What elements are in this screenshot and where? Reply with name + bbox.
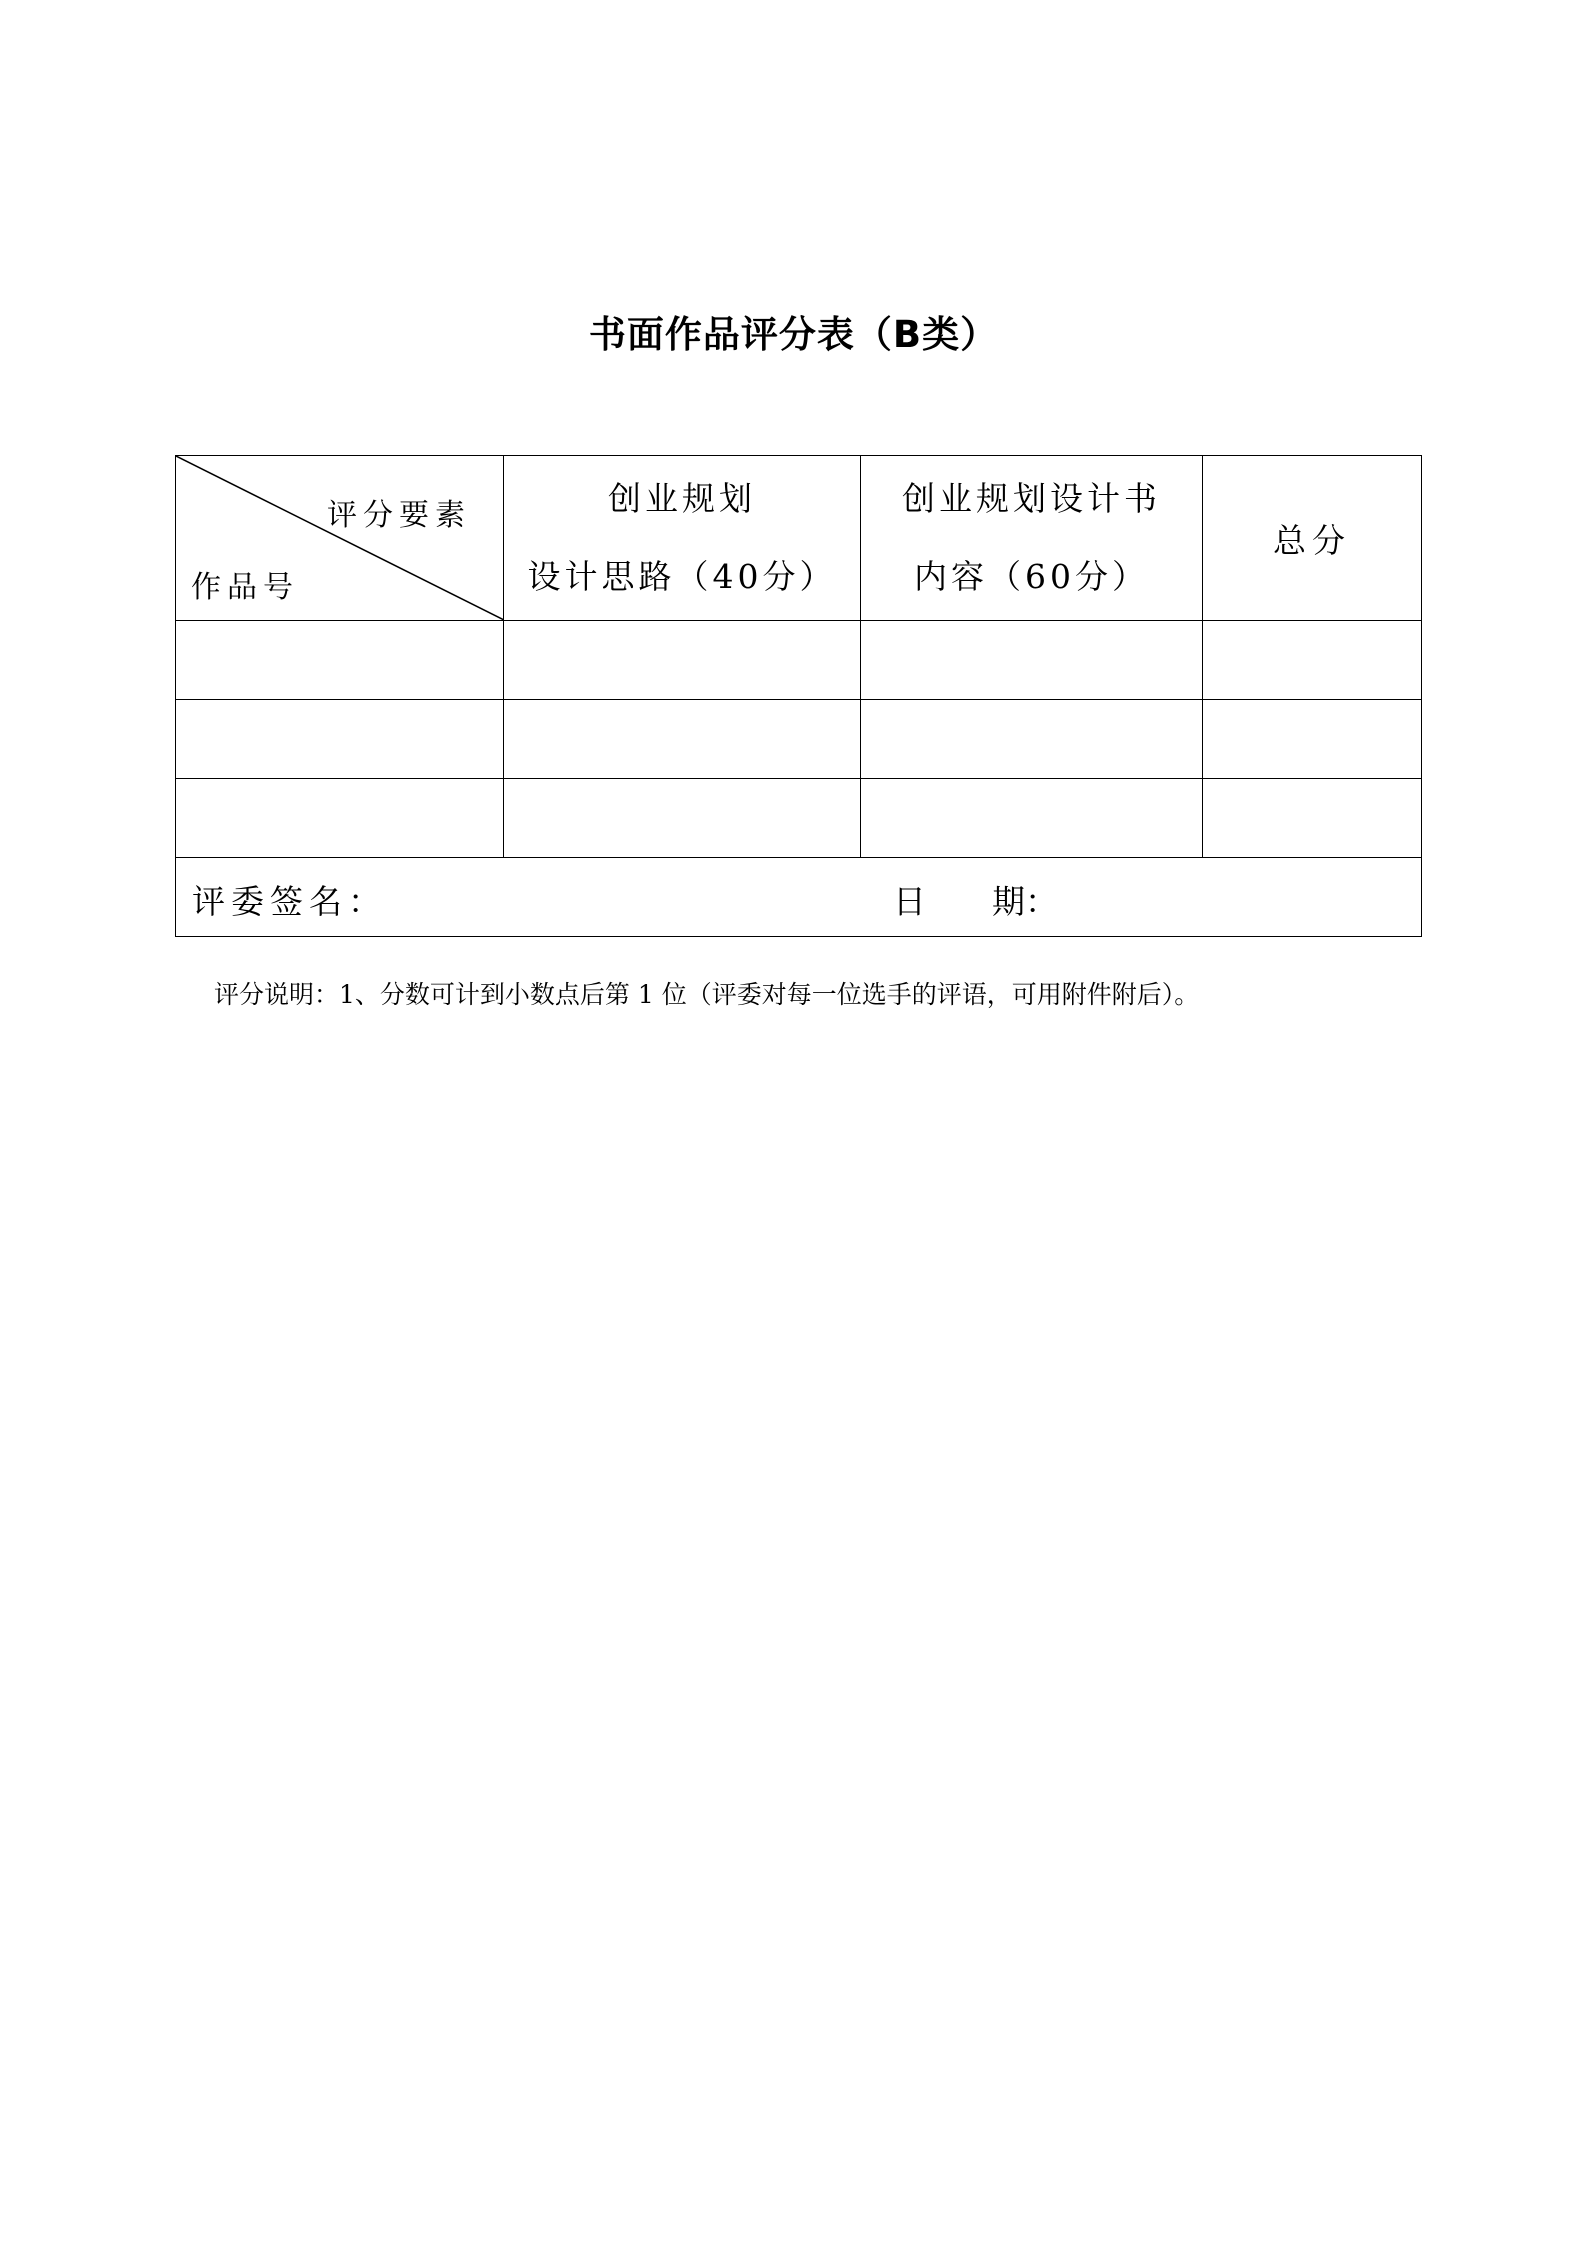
- scoring-note: 评分说明：1、分数可计到小数点后第 1 位（评委对每一位选手的评语，可用附件附后）。: [214, 980, 1200, 1009]
- total-score-cell[interactable]: [1203, 779, 1422, 858]
- entry-number-cell[interactable]: [176, 700, 504, 779]
- plan-content-score-cell[interactable]: [861, 779, 1203, 858]
- entry-number-label: 作品号: [191, 570, 299, 605]
- column-total: 总分: [1203, 456, 1422, 621]
- column-design-idea-line1: 创业规划: [608, 479, 756, 518]
- column-plan-content-line2: 内容（60分）: [914, 557, 1149, 596]
- plan-content-score-cell[interactable]: [861, 700, 1203, 779]
- score-table: [175, 455, 1422, 937]
- entry-number-cell[interactable]: [176, 621, 504, 700]
- design-idea-score-cell[interactable]: [504, 779, 861, 858]
- design-idea-score-cell[interactable]: [504, 621, 861, 700]
- signature-row: [176, 858, 1422, 937]
- table-header-row: [176, 456, 1422, 621]
- signature-cell: [176, 858, 1422, 937]
- design-idea-score-cell[interactable]: [504, 700, 861, 779]
- entry-number-cell[interactable]: [176, 779, 504, 858]
- criteria-label: 评分要素: [327, 498, 471, 533]
- column-design-idea: [504, 456, 861, 621]
- column-plan-content: [861, 456, 1203, 621]
- total-score-cell[interactable]: [1203, 700, 1422, 779]
- judge-signature-label: 评委签名：: [192, 882, 387, 921]
- column-design-idea-line2: 设计思路（40分）: [527, 557, 837, 596]
- table-row: [176, 700, 1422, 779]
- total-score-cell[interactable]: [1203, 621, 1422, 700]
- page-title: 书面作品评分表（B类）: [588, 313, 999, 356]
- date-label: 日 期：: [893, 882, 1058, 921]
- table-row: [176, 779, 1422, 858]
- table-row: [176, 621, 1422, 700]
- plan-content-score-cell[interactable]: [861, 621, 1203, 700]
- column-plan-content-line1: 创业规划设计书: [902, 479, 1161, 518]
- diagonal-header-cell: [176, 456, 504, 621]
